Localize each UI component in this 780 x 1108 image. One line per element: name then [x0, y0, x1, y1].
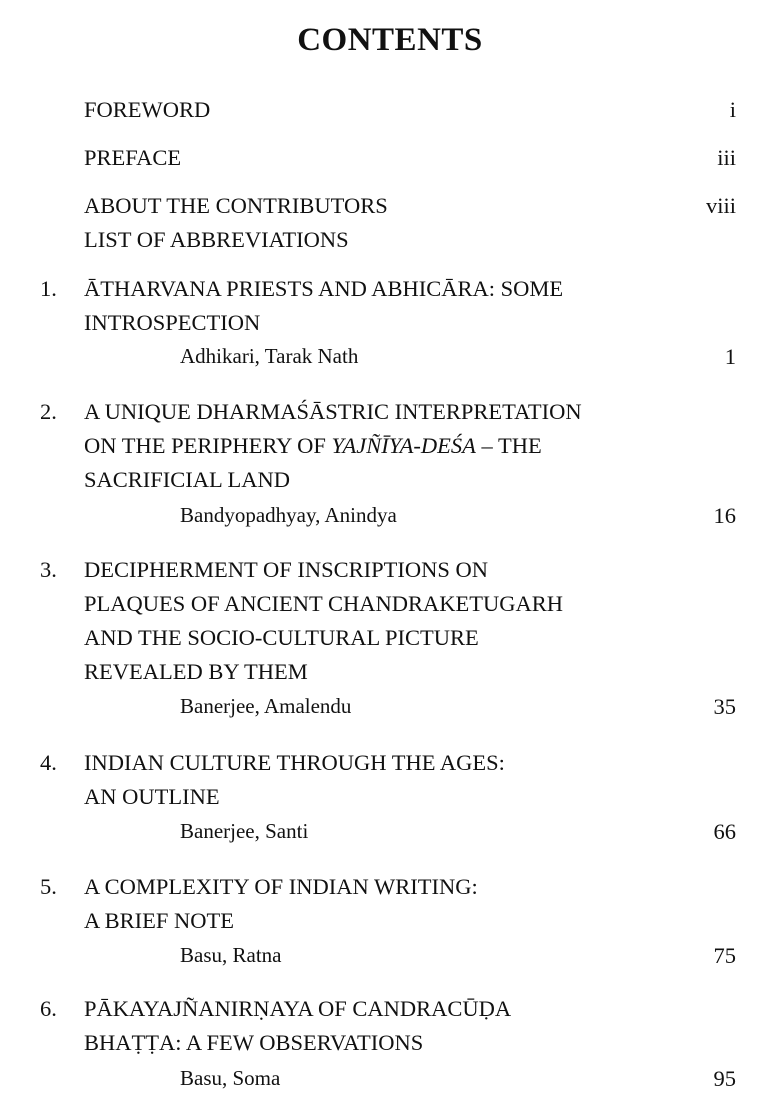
chapter-author: Banerjee, Santi	[180, 819, 309, 843]
toc-entry-about-contributors: ABOUT THE CONTRIBUTORS	[84, 193, 388, 218]
chapter-title-line: PLAQUES OF ANCIENT CHANDRAKETUGARH	[84, 591, 563, 616]
page-title: CONTENTS	[297, 22, 483, 58]
chapter-title-line: PĀKAYAJÑANIRṆAYA OF CANDRACŪḌA	[84, 996, 512, 1021]
chapter-number: 6.	[40, 996, 57, 1021]
chapter-page: 16	[713, 503, 736, 528]
toc-entry-abbreviations: LIST OF ABBREVIATIONS	[84, 227, 349, 252]
toc-page-foreword: i	[729, 97, 736, 122]
chapter-page: 66	[713, 819, 736, 844]
chapter-title-line: DECIPHERMENT OF INSCRIPTIONS ON	[84, 557, 489, 582]
chapter-number: 5.	[40, 874, 57, 899]
chapter-number: 3.	[40, 557, 57, 582]
toc-entry-preface: PREFACE	[84, 145, 182, 170]
chapter-author: Basu, Soma	[180, 1066, 281, 1090]
chapter-title-fragment: – THE	[475, 433, 542, 458]
chapter-title-line: A BRIEF NOTE	[84, 908, 235, 933]
chapter-page: 35	[713, 694, 736, 719]
chapter-number: 1.	[40, 276, 57, 301]
chapter-page: 95	[713, 1066, 736, 1091]
chapter-title-line: REVEALED BY THEM	[84, 659, 308, 684]
chapter-number: 4.	[40, 750, 57, 775]
chapter-author: Basu, Ratna	[180, 943, 282, 967]
chapter-title-line: AND THE SOCIO-CULTURAL PICTURE	[84, 625, 479, 650]
chapter-page: 1	[724, 344, 736, 369]
toc-page-about-contributors: viii	[705, 193, 736, 218]
chapter-title-line: SACRIFICIAL LAND	[84, 467, 291, 492]
chapter-author: Banerjee, Amalendu	[180, 694, 352, 718]
chapter-title-line: BHAṬṬA: A FEW OBSERVATIONS	[84, 1030, 424, 1055]
chapter-title-line: AN OUTLINE	[84, 784, 220, 809]
chapter-title-line: A COMPLEXITY OF INDIAN WRITING:	[84, 874, 478, 899]
chapter-title-line: A UNIQUE DHARMAŚĀSTRIC INTERPRETATION	[84, 399, 582, 424]
chapter-author: Bandyopadhyay, Anindya	[180, 503, 397, 527]
chapter-title-line	[84, 435, 542, 458]
toc-entry-foreword: FOREWORD	[84, 97, 211, 122]
chapter-title-line: INTROSPECTION	[84, 310, 261, 335]
chapter-number: 2.	[40, 399, 57, 424]
chapter-page: 75	[713, 943, 736, 968]
chapter-title-fragment: ON THE PERIPHERY OF	[84, 433, 332, 458]
chapter-title-line: INDIAN CULTURE THROUGH THE AGES:	[84, 750, 505, 775]
chapter-title-italic: YAJÑĪYA-DEŚA	[331, 433, 476, 458]
chapter-author: Adhikari, Tarak Nath	[180, 344, 359, 368]
toc-page-preface: iii	[717, 145, 736, 170]
chapter-title-line: ĀTHARVANA PRIESTS AND ABHICĀRA: SOME	[84, 276, 564, 301]
